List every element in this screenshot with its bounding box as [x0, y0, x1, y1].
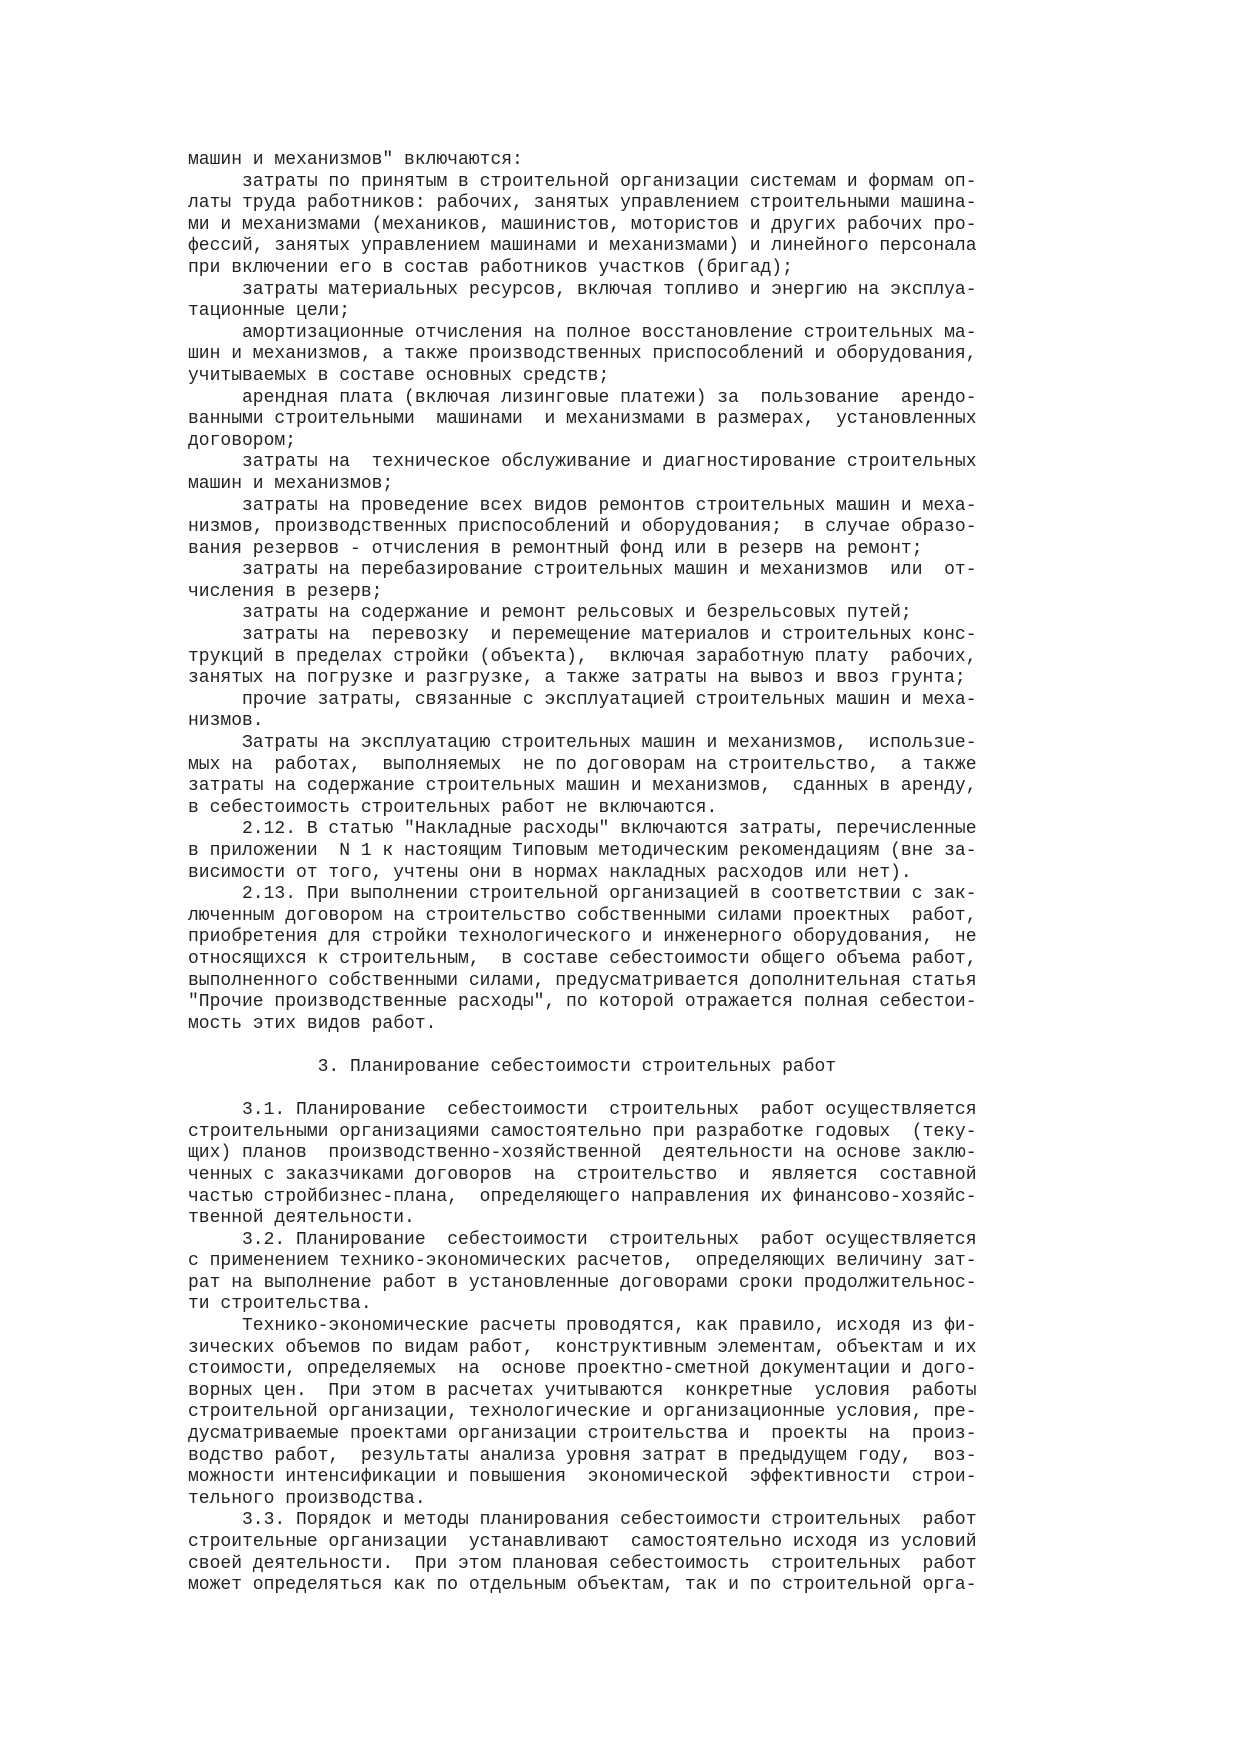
text-line: мых на работах, выполняемых не по договорам на строительство, а также — [188, 754, 977, 775]
text-line: арендная плата (включая лизинговые платежи) за пользование арендо- — [188, 387, 977, 408]
text-line: при включении его в состав работников участков (бригад); — [188, 257, 793, 278]
text-line: можности интенсификации и повышения экономической эффективности строи- — [188, 1467, 977, 1488]
text-line: затраты на перевозку и перемещение материалов и строительных конс- — [188, 625, 977, 646]
text-line: шин и механизмов, а также производственных приспособлений и оборудования, — [188, 344, 977, 365]
text-line: вания резервов - отчисления в ремонтный фонд или в резерв на ремонт; — [188, 538, 923, 559]
text-line: низмов, производственных приспособлений и оборудования; в случае образо- — [188, 517, 977, 538]
text-line: своей деятельности. При этом плановая себестоимость строительных работ — [188, 1553, 977, 1574]
text-line: зических объемов по видам работ, конструктивным элементам, объектам и их — [188, 1337, 977, 1358]
text-line: частью стройбизнес-плана, определяющего направления их финансово-хозяйс- — [188, 1186, 977, 1207]
text-line: затраты на содержание строительных машин и механизмов, сданных в аренду, — [188, 776, 977, 797]
text-line: ми и механизмами (механиков, машинистов, мотористов и других рабочих про- — [188, 214, 977, 235]
text-line: фессий, занятых управлением машинами и механизмами) и линейного персонала — [188, 236, 977, 257]
text-line: стоимости, определяемых на основе проектно-сметной документации и дого- — [188, 1359, 977, 1380]
text-line: висимости от того, учтены они в нормах накладных расходов или нет). — [188, 862, 912, 883]
blank-line — [188, 1079, 1048, 1101]
text-line: строительной организации, технологические и организационные условия, пре- — [188, 1402, 977, 1423]
document-body — [188, 150, 1048, 1597]
text-line: низмов. — [188, 711, 264, 732]
text-line: ченных с заказчиками договоров на строительство и является составной — [188, 1164, 977, 1185]
text-line: машин и механизмов" включаются: — [188, 150, 523, 170]
text-line: затраты на техническое обслуживание и диагностирование строительных — [188, 452, 977, 473]
text-line: трукций в пределах стройки (объекта), включая заработную плату рабочих, — [188, 646, 977, 667]
text-line: тельного производства. — [188, 1488, 426, 1509]
text-line: тационные цели; — [188, 301, 351, 322]
text-line: твенной деятельности. — [188, 1208, 415, 1229]
text-line: машин и механизмов; — [188, 473, 394, 494]
text-line: занятых на погрузке и разгрузке, а также затраты на вывоз и ввоз грунта; — [188, 668, 966, 689]
text-line: числения в резерв; — [188, 581, 383, 602]
text-line: относящихся к строительным, в составе себестоимости общего объема работ, — [188, 948, 977, 969]
text-line: затраты материальных ресурсов, включая топливо и энергию на эксплуа- — [188, 279, 977, 300]
text-line: в приложении N 1 к настоящим Типовым методическим рекомендациям (вне за- — [188, 841, 977, 861]
text-line: прочие затраты, связанные с эксплуатацией строительных машин и меха- — [188, 689, 977, 710]
text-line: 2.12. В статью "Накладные расходы" включаются затраты, перечисленные — [188, 819, 977, 840]
text-line: ворных цен. При этом в расчетах учитываются конкретные условия работы — [188, 1380, 977, 1401]
text-line: выполненного собственными силами, предусматривается дополнительная статья — [188, 970, 977, 991]
text-line: водство работ, результаты анализа уровня затрат в предыдущем году, воз- — [188, 1445, 977, 1466]
text-line: может определяться как по отдельным объектам, так и по строительной орга- — [188, 1575, 977, 1596]
text-line: амортизационные отчисления на полное восстановление строительных ма- — [188, 322, 977, 343]
text-line: 3. Планирование себестоимости строительных работ — [188, 1056, 837, 1077]
blank-line — [188, 1035, 1048, 1057]
text-line: щих) планов производственно-хозяйственной деятельности на основе заклю- — [188, 1143, 977, 1164]
text-line: затраты на содержание и ремонт рельсовых и безрельсовых путей; — [188, 603, 912, 624]
text-line: ванными строительными машинами и механизмами в размерах, установленных — [188, 409, 977, 430]
text-line: затраты по принятым в строительной организации системам и формам оп- — [188, 171, 977, 192]
text-line: Затраты на эксплуатацию строительных машин и механизмов, использue- — [188, 733, 977, 754]
text-line: строительные организации устанавливают самостоятельно исходя из условий — [188, 1532, 977, 1552]
text-line: Технико-экономические расчеты проводятся, как правило, исходя из фи- — [188, 1316, 977, 1337]
text-line: люченным договором на строительство собственными силами проектных работ, — [188, 905, 977, 926]
text-line: рат на выполнение работ в установленные договорами сроки продолжительнос- — [188, 1272, 977, 1293]
text-line: "Прочие производственные расходы", по которой отражается полная себестои- — [188, 992, 977, 1013]
text-line: 3.1. Планирование себестоимости строительных работ осуществляется — [188, 1100, 977, 1121]
text-line: с применением технико-экономических расчетов, определяющих величину зат- — [188, 1251, 977, 1272]
text-line: приобретения для стройки технологического и инженерного оборудования, не — [188, 927, 977, 948]
text-line: мость этих видов работ. — [188, 1013, 437, 1034]
text-line: затраты на перебазирование строительных машин и механизмов или от- — [188, 560, 977, 581]
text-line: латы труда работников: рабочих, занятых управлением строительными машина- — [188, 193, 977, 214]
text-line: затраты на проведение всех видов ремонтов строительных машин и меха- — [188, 495, 977, 516]
text-line: дусматриваемые проектами организации строительства и проекты на произ- — [188, 1424, 977, 1445]
text-line: договором; — [188, 430, 297, 451]
text-line: в себестоимость строительных работ не включаются. — [188, 797, 718, 818]
text-line: 2.13. При выполнении строительной организацией в соответствии с зак- — [188, 884, 977, 905]
text-line: строительными организациями самостоятельно при разработке годовых (теку- — [188, 1121, 977, 1142]
text-line: 3.2. Планирование себестоимости строительных работ осуществляется — [188, 1229, 977, 1250]
text-line: ти строительства. — [188, 1294, 372, 1315]
text-line: 3.3. Порядок и методы планирования себестоимости строительных работ — [188, 1510, 977, 1531]
text-line: учитываемых в составе основных средств; — [188, 365, 610, 386]
